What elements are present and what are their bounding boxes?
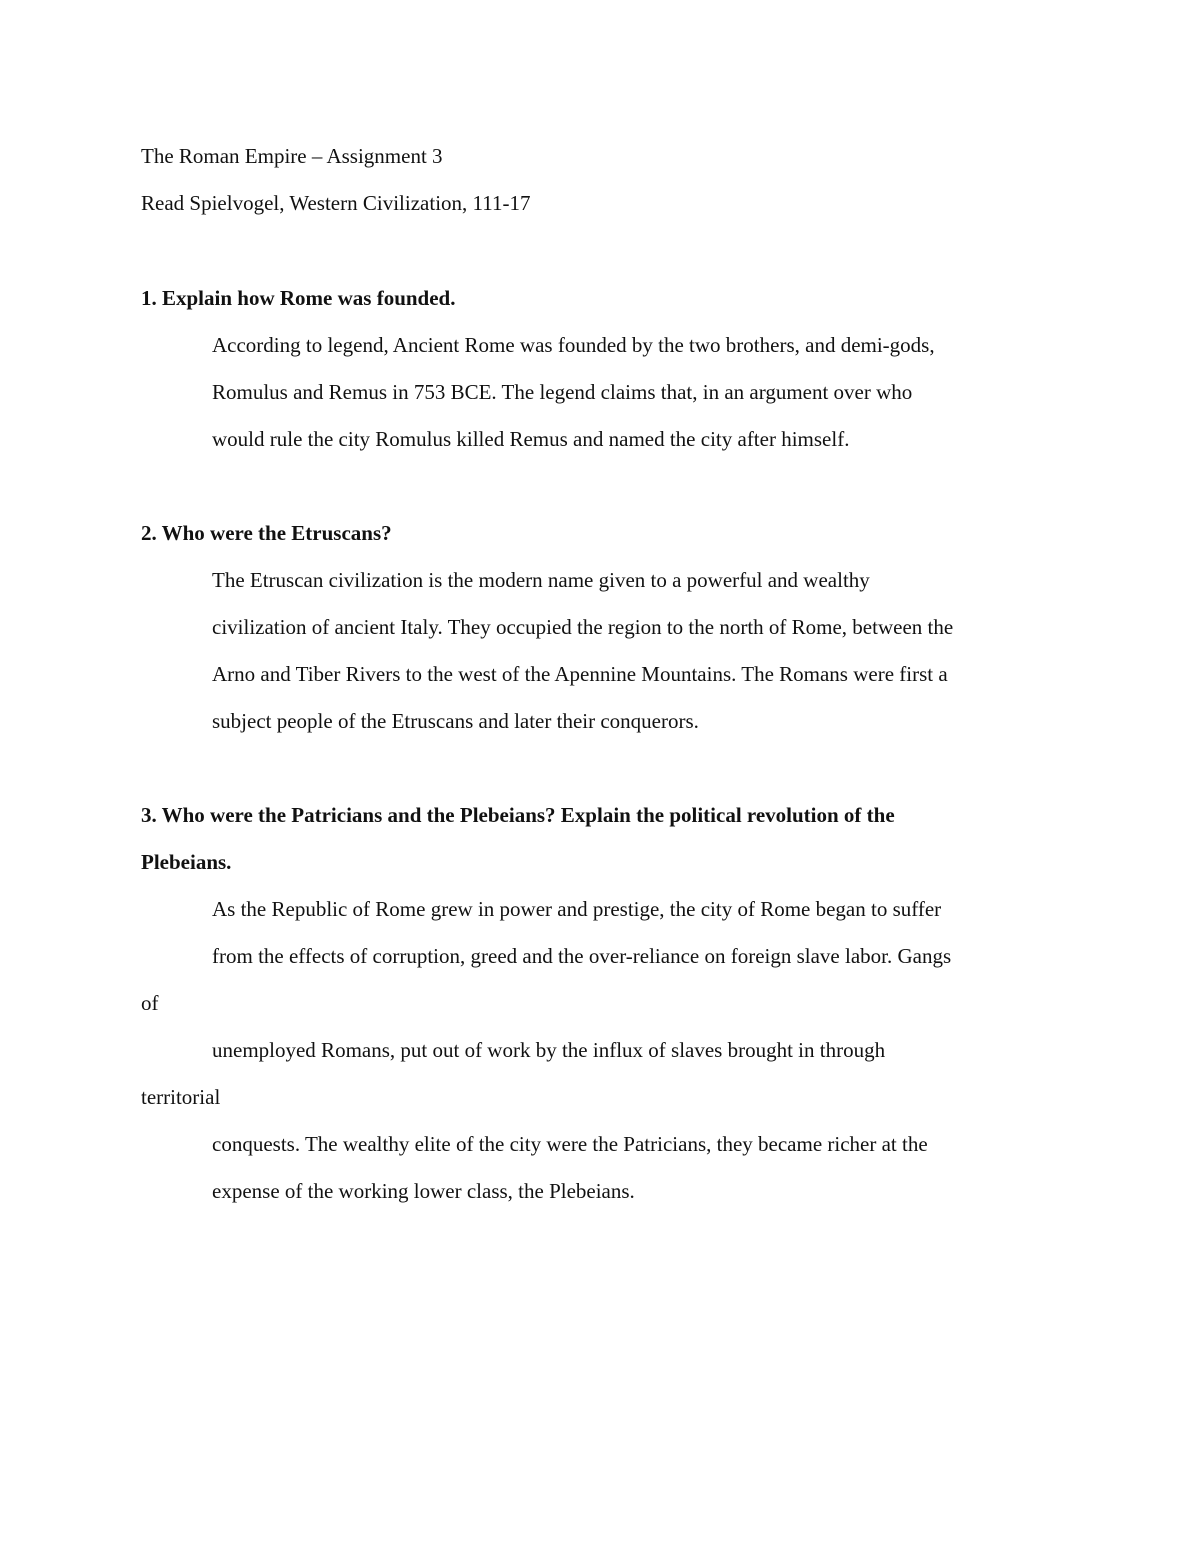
question-2-heading: 2. Who were the Etruscans? [141,521,392,545]
answer-2-line-4: subject people of the Etruscans and later their conquerors. [212,709,699,733]
answer-1-line-2: Romulus and Remus in 753 BCE. The legend claims that, in an argument over who [212,380,913,404]
answer-3-line-5: territorial [141,1085,221,1109]
question-3-heading-line-2: Plebeians. [141,850,232,874]
answer-3-line-6: conquests. The wealthy elite of the city were the Patricians, they became richer at the [212,1132,928,1156]
question-3-heading-line-1: 3. Who were the Patricians and the Plebeians? Explain the political revolution of the [141,803,895,827]
answer-3-line-7: expense of the working lower class, the Plebeians. [212,1179,635,1203]
answer-1-line-1: According to legend, Ancient Rome was founded by the two brothers, and demi-gods, [212,333,935,357]
question-1-heading: 1. Explain how Rome was founded. [141,286,456,310]
document-title: The Roman Empire – Assignment 3 [141,144,443,168]
answer-2-line-3: Arno and Tiber Rivers to the west of the Apennine Mountains. The Romans were first a [212,662,948,686]
reading-assignment: Read Spielvogel, Western Civilization, 111-17 [141,191,531,215]
answer-2-line-2: civilization of ancient Italy. They occupied the region to the north of Rome, between the [212,615,954,639]
answer-3-line-1: As the Republic of Rome grew in power and prestige, the city of Rome began to suffer [212,897,942,921]
answer-3-line-3: of [141,991,159,1015]
answer-3-line-4: unemployed Romans, put out of work by the influx of slaves brought in through [212,1038,886,1062]
answer-2-line-1: The Etruscan civilization is the modern name given to a powerful and wealthy [212,568,870,592]
answer-1-line-3: would rule the city Romulus killed Remus and named the city after himself. [212,427,850,451]
answer-3-line-2: from the effects of corruption, greed and the over-reliance on foreign slave labor. Gangs [212,944,952,968]
